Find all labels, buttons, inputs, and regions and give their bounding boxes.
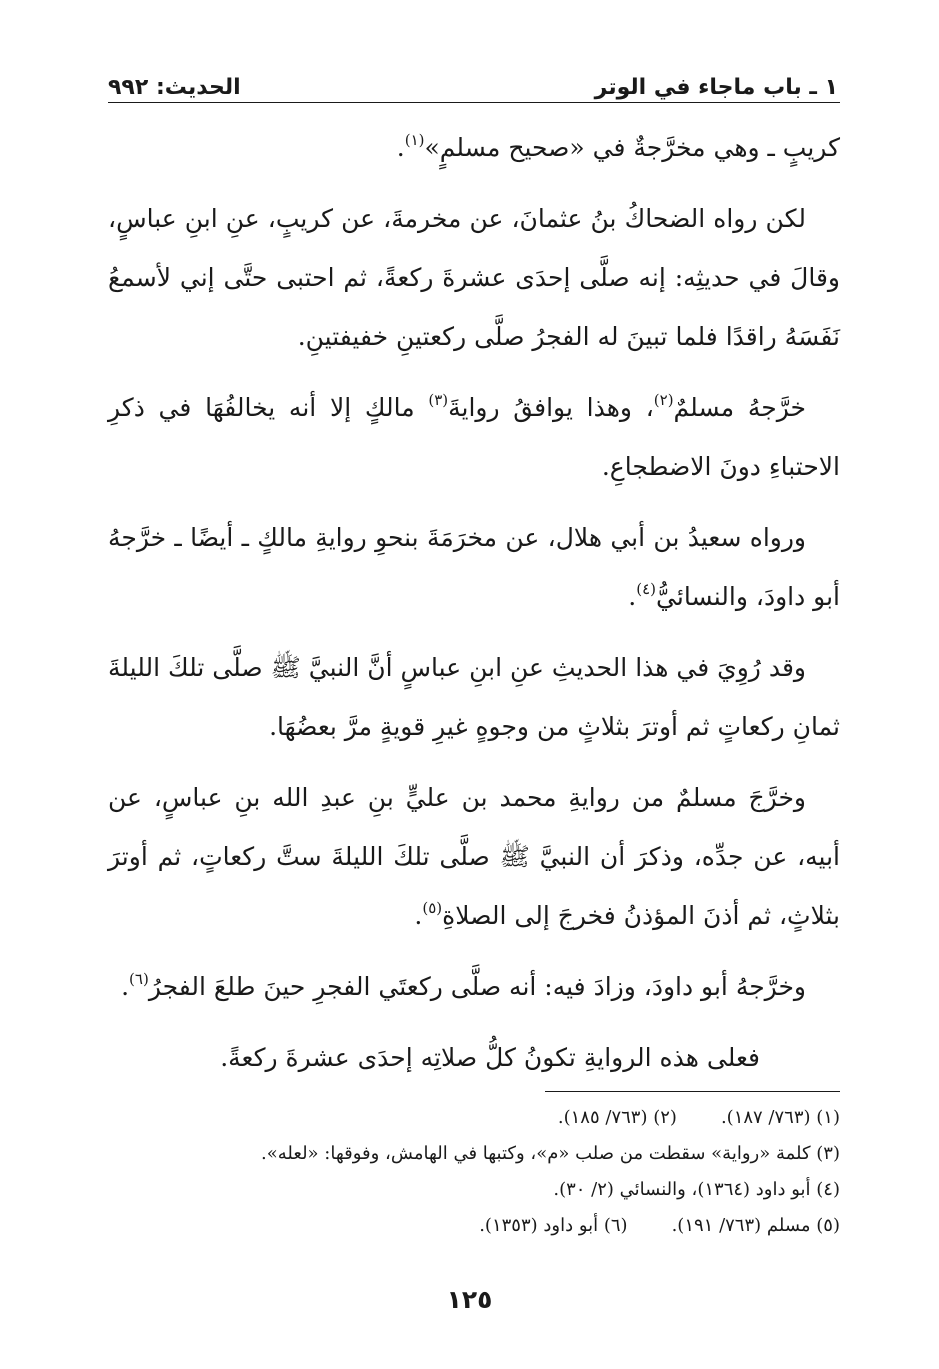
paragraph-end: .	[414, 901, 423, 930]
footnote: (٥) مسلم (٧٦٣/ ١٩١).	[671, 1215, 840, 1236]
paragraph-end: .	[628, 582, 637, 611]
footnote: (٢) (٧٦٣/ ١٨٥).	[557, 1107, 677, 1128]
footnote-ref: (١)	[404, 131, 425, 149]
paragraph	[108, 378, 840, 496]
footnote-ref: (٦)	[129, 970, 149, 988]
paragraph	[108, 1028, 840, 1087]
paragraph-text: ، وهذا يوافقُ روايةَ	[448, 393, 654, 422]
footnote-row	[108, 1208, 840, 1244]
paragraph-text: كريبٍ ـ وهي مخرَّجةٌ في «صحيح مسلمٍ»	[424, 133, 840, 162]
paragraph	[108, 189, 840, 366]
footnote-ref: (٢)	[653, 391, 674, 409]
paragraph-end: .	[396, 133, 405, 162]
paragraph-text: وقد رُوِيَ في هذا الحديثِ عنِ ابنِ عباسٍ أنَّ النبيَّ ﷺ صلَّى تلكَ الليلةَ ثمانِ ركعاتٍ ثم أوترَ بثلاثٍ من وجوهٍ غيرِ قويةٍ مرَّ بعضُهَا.	[108, 653, 840, 741]
paragraph	[108, 508, 840, 626]
footnote: (١) (٧٦٣/ ١٨٧).	[720, 1107, 840, 1128]
paragraph-text: وخرَّجهُ أبو داودَ، وزادَ فيه: أنه صلَّى ركعتَي الفجرِ حينَ طلعَ الفجرُ	[148, 972, 806, 1001]
paragraph-end: .	[121, 972, 130, 1001]
footnote-ref: (٥)	[422, 899, 443, 917]
paragraph	[108, 118, 840, 177]
paragraph-text: فعلى هذه الروايةِ تكونُ كلُّ صلاتِه إحدَى عشرةَ ركعةً.	[220, 1043, 760, 1072]
paragraph-text: ورواه سعيدُ بن أبي هلال، عن مخرَمَةَ بنحوِ روايةِ مالكٍ ـ أيضًا ـ خرَّجهُ أبو داودَ، والنسائيُّ	[108, 523, 840, 611]
footnote: (٤) أبو داود (١٣٦٤)، والنسائي (٢/ ٣٠).	[553, 1179, 840, 1200]
paragraph-text: وخرَّجَ مسلمٌ من روايةِ محمد بن عليٍّ بنِ عبدِ الله بنِ عباسٍ، عن أبيه، عن جدِّه، وذكرَ أن النبيَّ ﷺ صلَّى تلكَ الليلةَ ستَّ ركعاتٍ، ثم أوترَ بثلاثٍ، ثم أذنَ المؤذنُ فخرجَ إلى الصلاةِ	[108, 783, 840, 930]
paragraph-text: خرَّجهُ مسلمٌ	[673, 393, 806, 422]
footnote-row	[108, 1136, 840, 1172]
header-divider	[108, 102, 840, 103]
paragraph	[108, 768, 840, 945]
footnote: (٦) أبو داود (١٣٥٣).	[479, 1215, 628, 1236]
footnote: (٣) كلمة «رواية» سقطت من صلب «م»، وكتبها في الهامش، وفوقها: «لعله».	[261, 1143, 840, 1164]
paragraph-text: لكن رواه الضحاكُ بنُ عثمانَ، عن مخرمةَ، عن كريبٍ، عنِ ابنِ عباسٍ، وقالَ في حديثِه: إنه صلَّى إحدَى عشرةَ ركعةً، ثم احتبى حتَّى إني لأسمعُ نَفَسَهُ راقدًا فلما تبينَ له الفجرُ صلَّى ركعتينِ خفيفتينِ.	[108, 204, 840, 351]
footnote-row	[108, 1172, 840, 1208]
running-header	[108, 60, 838, 100]
footnotes	[108, 1100, 840, 1244]
main-text	[108, 118, 840, 1099]
footnote-ref: (٤)	[636, 580, 657, 598]
footnote-divider	[545, 1091, 840, 1092]
hadith-number: الحديث: ٩٩٢	[108, 75, 241, 100]
paragraph-text: مالكٍ إلا أنه يخالفُهَا في ذكرِ الاحتباءِ دونَ الاضطجاعِ.	[108, 393, 840, 481]
chapter-title: ١ ـ باب ماجاء في الوتر	[594, 75, 838, 100]
footnote-ref: (٣)	[428, 391, 449, 409]
footnote-row	[108, 1100, 840, 1136]
paragraph	[108, 638, 840, 756]
paragraph	[108, 957, 840, 1016]
page-number: ١٢٥	[446, 1285, 493, 1314]
